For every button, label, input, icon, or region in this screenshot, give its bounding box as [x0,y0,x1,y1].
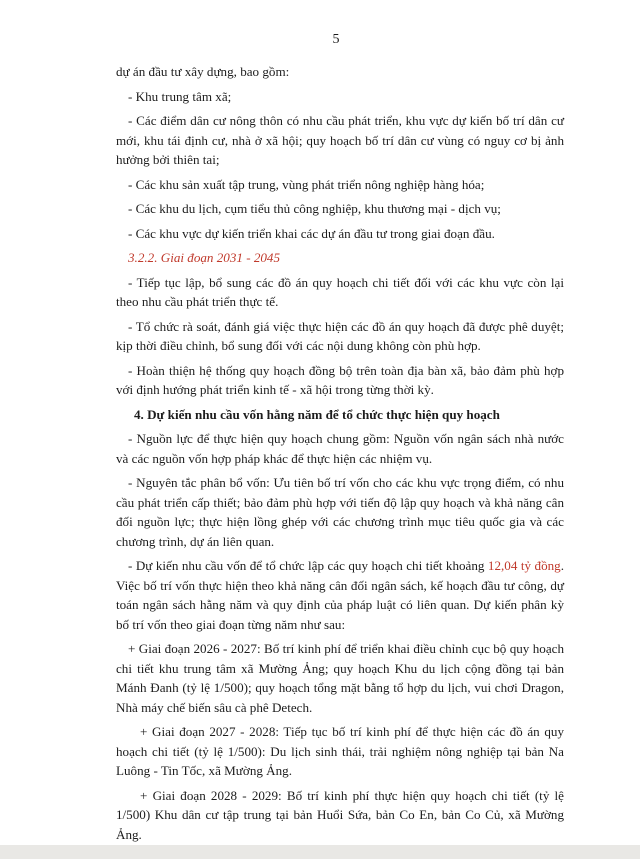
paragraph-complete: - Hoàn thiện hệ thống quy hoạch đồng bộ trên toàn địa bàn xã, bảo đảm phù hợp với định hướng phát triển kinh tế - xã hội trong từng thời kỳ. [116,362,564,397]
phase-2027-2028: + Giai đoạn 2027 - 2028: Tiếp tục bố trí kinh phí để thực hiện các đồ án quy hoạch chi tiết (tỷ lệ 1/500): Du lịch sinh thái, trải nghiệm nông nghiệp tại bản Na Luông - Tin Tốc, xã Mường Ảng. [116,724,564,778]
page-number: 5 [332,32,340,47]
paragraph-continue: - Tiếp tục lập, bổ sung các đồ án quy hoạch chi tiết đối với các khu vực còn lại theo nhu cầu phát triển thực tế. [116,274,564,309]
document-body [116,62,564,849]
phase-2028-2029: + Giai đoạn 2028 - 2029: Bố trí kinh phí thực hiện quy hoạch chi tiết (tỷ lệ 1/500) Khu dân cư tập trung tại bản Huổi Sứa, bản Co En, bản Co Củ, xã Mường Ảng. [116,787,564,842]
paragraph-capital [116,556,564,634]
screen-bottom-band [0,845,640,859]
list-item-tourism: - Các khu du lịch, cụm tiểu thủ công nghiệp, khu thương mại - dịch vụ; [128,201,501,216]
paragraph-intro: dự án đầu tư xây dựng, bao gồm: [116,64,290,79]
subsection-heading: 3.2.2. Giai đoạn 2031 - 2045 [128,250,281,265]
capital-text-before: - Dự kiến nhu cầu vốn để tổ chức lập các quy hoạch chi tiết khoảng [128,558,488,573]
paragraph-resources: - Nguồn lực để thực hiện quy hoạch chung gồm: Nguồn vốn ngân sách nhà nước và các nguồn vốn hợp pháp khác để thực hiện các nhiệm vụ. [116,431,564,466]
paragraph-allocation: - Nguyên tắc phân bổ vốn: Ưu tiên bố trí vốn cho các khu vực trọng điểm, có nhu cầu phát triển cấp thiết; bảo đảm phù hợp với tiến độ lập quy hoạch và khả năng cân đối nguồn lực; thực hiện lồng ghép với các chương trình mục tiêu quốc gia và các chương trình, dự án liên quan. [116,475,564,549]
list-item-production: - Các khu sản xuất tập trung, vùng phát triển nông nghiệp hàng hóa; [128,176,485,192]
list-item-town-center: - Khu trung tâm xã; [128,88,232,104]
phase-2026-2027: + Giai đoạn 2026 - 2027: Bố trí kinh phí để triển khai điều chỉnh cục bộ quy hoạch chi tiết khu trung tâm xã Mường Ảng; quy hoạch Khu du lịch cộng đồng tại bản Mánh Đanh (tỷ lệ 1/500); quy hoạch tổng mặt bằng tổ hợp du lịch, vui chơi Dragon, Nhà máy chế biến sâu cà phê Detech. [116,641,564,715]
list-item-investment: - Các khu vực dự kiến triển khai các dự án đầu tư trong giai đoạn đầu. [128,225,495,241]
list-item-residential: - Các điểm dân cư nông thôn có nhu cầu phát triển, khu vực dự kiến bố trí dân cư mới, khu tái định cư, nhà ở xã hội; quy hoạch bố trí dân cư vùng có nguy cơ bị ảnh hưởng bởi thiên tai; [116,113,564,167]
section-heading: 4. Dự kiến nhu cầu vốn hằng năm để tổ chức thực hiện quy hoạch [134,406,500,422]
paragraph-review: - Tổ chức rà soát, đánh giá việc thực hiện các đồ án quy hoạch đã được phê duyệt; kịp thời điều chỉnh, bổ sung đối với các nội dung không còn phù hợp. [116,318,564,353]
capital-amount: 12,04 tỷ đồng [487,558,561,573]
capital-text-after: . Việc bố trí vốn thực hiện theo khả năng cân đối ngân sách, kế hoạch đầu tư công, dự toán ngân sách hằng năm và quy định của pháp luật có liên quan. Dự kiến phân kỳ bố trí vốn theo giai đoạn từng năm như sau: [116,558,564,632]
